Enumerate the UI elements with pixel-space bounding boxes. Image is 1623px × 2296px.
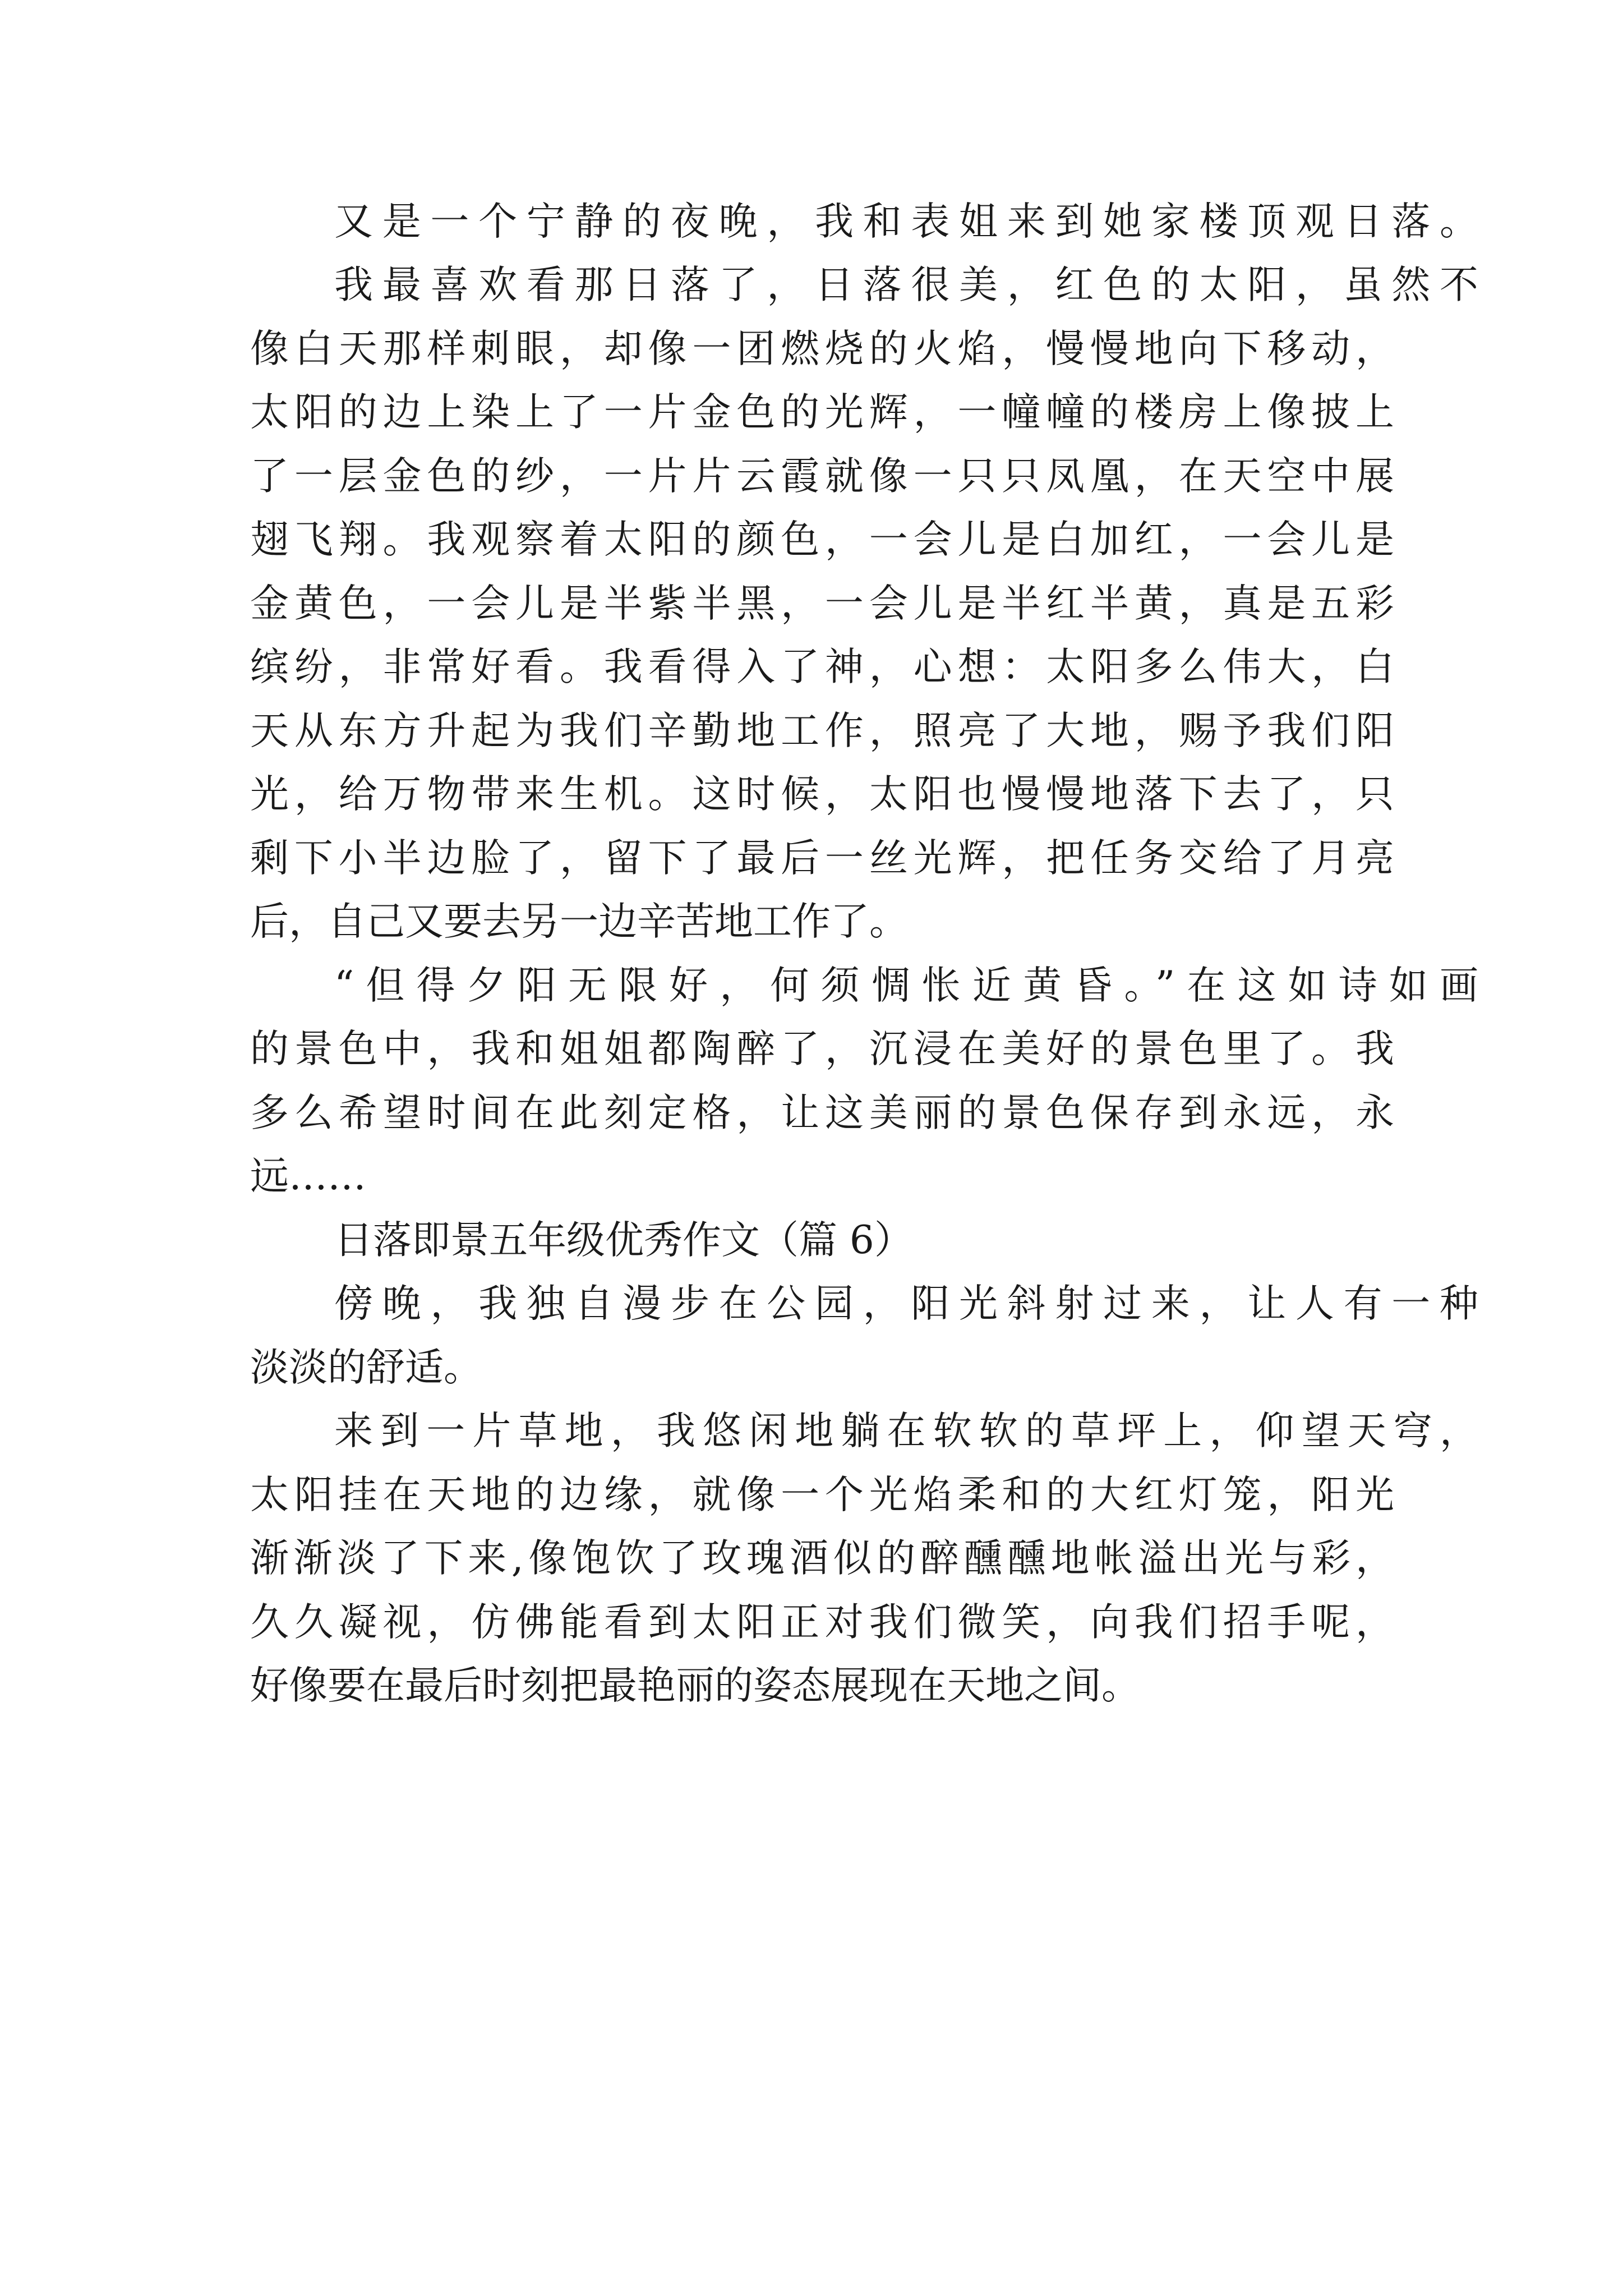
- paragraph-line: 天从东方升起为我们辛勤地工作，照亮了大地，赐予我们阳: [250, 708, 1394, 753]
- paragraph-line: 缤纷，非常好看。我看得入了神，心想：太阳多么伟大，白: [250, 645, 1394, 689]
- paragraph-line: 太阳挂在天地的边缘，就像一个光焰柔和的大红灯笼，阳光: [250, 1473, 1394, 1517]
- paragraph-line: 渐渐淡了下来,像饱饮了玫瑰酒似的醉醺醺地帐溢出光与彩，: [250, 1536, 1394, 1581]
- paragraph-line: 我最喜欢看那日落了，日落很美，红色的太阳，虽然不: [334, 263, 1478, 307]
- section-heading: 日落即景五年级优秀作文（篇 6）: [334, 1218, 913, 1263]
- paragraph-line: 淡淡的舒适。: [250, 1345, 482, 1390]
- paragraph-line: “但得夕阳无限好，何须惆怅近黄昏。”在这如诗如画: [334, 963, 1478, 1008]
- paragraph-line: 翅飞翔。我观察着太阳的颜色，一会儿是白加红，一会儿是: [250, 517, 1394, 562]
- paragraph-line: 后，自己又要去另一边辛苦地工作了。: [250, 899, 908, 944]
- paragraph-line: 远……: [250, 1154, 366, 1199]
- paragraph-line: 多么希望时间在此刻定格，让这美丽的景色保存到永远，永: [250, 1091, 1394, 1135]
- paragraph-line: 又是一个宁静的夜晚，我和表姐来到她家楼顶观日落。: [334, 199, 1478, 244]
- paragraph-line: 好像要在最后时刻把最艳丽的姿态展现在天地之间。: [250, 1663, 1140, 1708]
- paragraph-line: 光，给万物带来生机。这时候，太阳也慢慢地落下去了，只: [250, 772, 1394, 817]
- paragraph-line: 傍晚，我独自漫步在公园，阳光斜射过来，让人有一种: [334, 1281, 1478, 1326]
- paragraph-line: 来到一片草地，我悠闲地躺在软软的草坪上，仰望天穹，: [334, 1409, 1478, 1453]
- paragraph-line: 太阳的边上染上了一片金色的光辉，一幢幢的楼房上像披上: [250, 390, 1394, 435]
- paragraph-line: 像白天那样刺眼，却像一团燃烧的火焰，慢慢地向下移动，: [250, 326, 1394, 371]
- paragraph-line: 金黄色，一会儿是半紫半黑，一会儿是半红半黄，真是五彩: [250, 581, 1394, 626]
- paragraph-line: 的景色中，我和姐姐都陶醉了，沉浸在美好的景色里了。我: [250, 1027, 1394, 1071]
- paragraph-line: 剩下小半边脸了，留下了最后一丝光辉，把任务交给了月亮: [250, 836, 1394, 881]
- paragraph-line: 久久凝视，仿佛能看到太阳正对我们微笑，向我们招手呢，: [250, 1600, 1394, 1645]
- paragraph-line: 了一层金色的纱，一片片云霞就像一只只凤凰，在天空中展: [250, 454, 1394, 499]
